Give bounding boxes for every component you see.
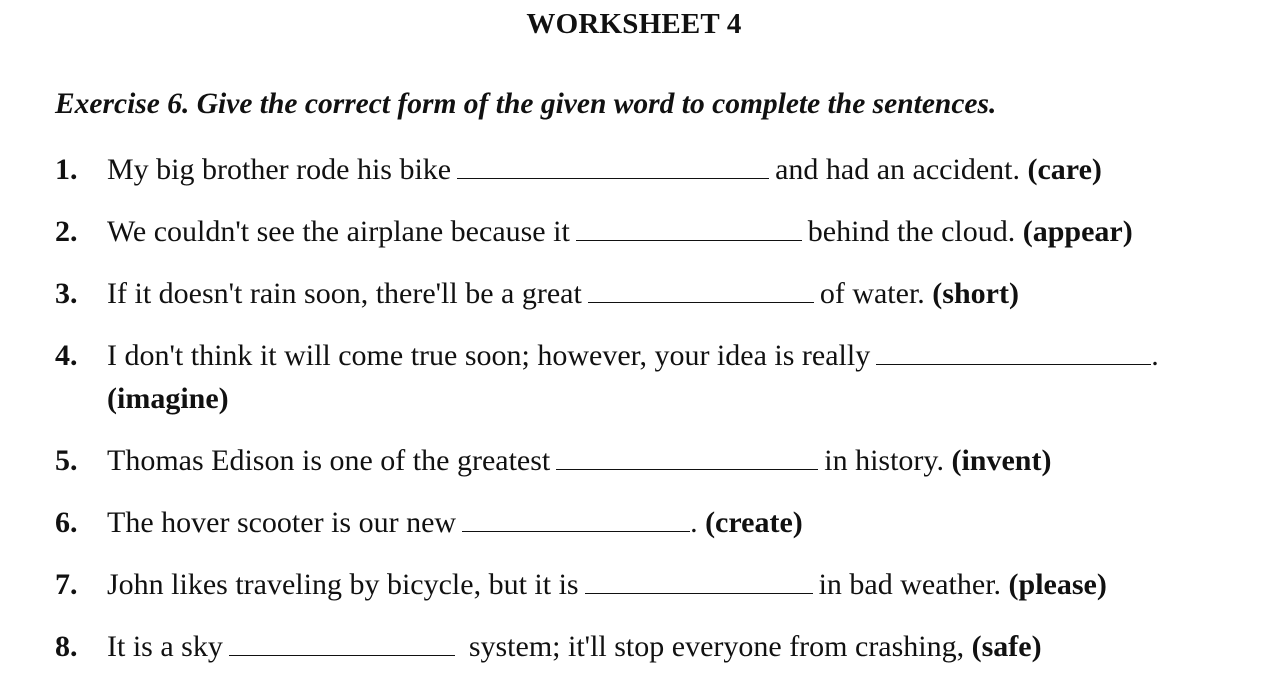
- answer-blank[interactable]: [588, 282, 814, 303]
- answer-blank[interactable]: [229, 635, 455, 656]
- word-hint: (imagine): [107, 382, 229, 415]
- question-text-before: My big brother rode his bike: [107, 153, 452, 186]
- question-4: [55, 338, 1159, 374]
- question-text-after: and had an accident.: [775, 153, 1020, 186]
- question-number: 6.: [55, 506, 78, 539]
- question-4-hint-line: [107, 381, 229, 417]
- question-text-before: Thomas Edison is one of the greatest: [107, 444, 551, 477]
- question-3: [55, 276, 1019, 312]
- question-number: 4.: [55, 339, 78, 372]
- worksheet-title: WORKSHEET 4: [526, 8, 742, 40]
- word-hint: (care): [1027, 153, 1102, 186]
- answer-blank[interactable]: [462, 511, 690, 532]
- question-6: [55, 505, 803, 541]
- question-text-after: .: [1151, 339, 1159, 372]
- question-text-after: in bad weather.: [818, 568, 1002, 601]
- question-1: [55, 152, 1102, 188]
- exercise-instruction: Exercise 6. Give the correct form of the given word to complete the sentences.: [55, 88, 997, 120]
- question-text-before: John likes traveling by bicycle, but it is: [107, 568, 579, 601]
- question-number: 5.: [55, 444, 78, 477]
- question-text-before: The hover scooter is our new: [107, 506, 457, 539]
- question-text-after: in history.: [824, 444, 944, 477]
- word-hint: (please): [1008, 568, 1107, 601]
- question-8: [55, 629, 1042, 665]
- question-text-before: We couldn't see the airplane because it: [107, 215, 570, 248]
- question-text-before: It is a sky: [107, 630, 223, 663]
- question-text-after: of water.: [819, 277, 925, 310]
- question-2: [55, 214, 1133, 250]
- answer-blank[interactable]: [457, 158, 769, 179]
- question-number: 8.: [55, 630, 78, 663]
- answer-blank[interactable]: [876, 344, 1151, 365]
- word-hint: (create): [705, 506, 803, 539]
- question-text-before: I don't think it will come true soon; however, your idea is really: [107, 339, 871, 372]
- word-hint: (invent): [951, 444, 1052, 477]
- answer-blank[interactable]: [576, 220, 802, 241]
- answer-blank[interactable]: [556, 449, 818, 470]
- question-5: [55, 443, 1051, 479]
- word-hint: (short): [932, 277, 1019, 310]
- question-number: 3.: [55, 277, 78, 310]
- question-text-before: If it doesn't rain soon, there'll be a great: [107, 277, 582, 310]
- question-number: 7.: [55, 568, 78, 601]
- question-text-after: system; it'll stop everyone from crashing,: [468, 630, 965, 663]
- question-text-after: .: [690, 506, 698, 539]
- answer-blank[interactable]: [585, 573, 813, 594]
- word-hint: (safe): [971, 630, 1042, 663]
- word-hint: (appear): [1022, 215, 1133, 248]
- question-text-after: behind the cloud.: [807, 215, 1016, 248]
- question-number: 1.: [55, 153, 78, 186]
- question-number: 2.: [55, 215, 78, 248]
- question-7: [55, 567, 1107, 603]
